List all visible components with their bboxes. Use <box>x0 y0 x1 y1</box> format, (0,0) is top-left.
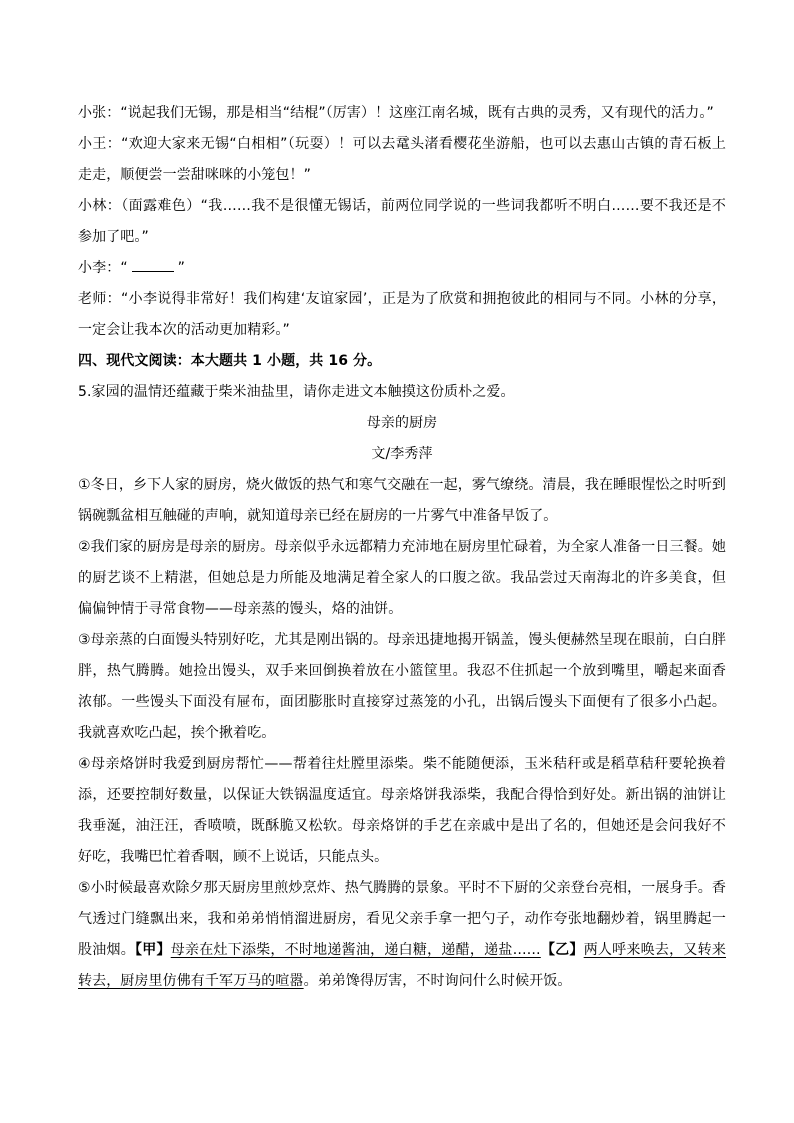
underlined-sentence-a: 母亲在灶下添柴，不时地递酱油，递白糖，递醋，递盐…… <box>170 942 541 958</box>
dialogue-text: “说起我们无锡，那是相当“结棍”（厉害）！这座江南名城，既有古典的灵秀，又有现代的活力。” <box>120 105 714 121</box>
marker-jia: 【甲】 <box>134 942 171 958</box>
dialogue-lin <box>78 191 726 253</box>
dialogue-text: （面露难色）“我……我不是很懂无锡话，前两位同学说的一些词我都听不明白……要不我还是不参加了吧。” <box>78 198 726 245</box>
dialogue-wang <box>78 129 726 191</box>
article-paragraph: ①冬日，乡下人家的厨房，烧火做饭的热气和寒气交融在一起，雾气缭绕。清晨，我在睡眼惺忪之时听到锅碗瓢盆相互触碰的声响，就知道母亲已经在厨房的一片雾气中准备早饭了。 <box>78 477 726 524</box>
article-paragraph: ②我们家的厨房是母亲的厨房。母亲似乎永远都精力充沛地在厨房里忙碌着，为全家人准备一日三餐。她的厨艺谈不上精湛，但她总是力所能及地满足着全家人的口腹之欲。我品尝过天南海北的许多美食，但偏偏钟情于寻常食物——母亲蒸的馒头，烙的油饼。 <box>78 539 726 617</box>
question-prompt: 5.家园的温情还蕴藏于柴米油盐里，请你走进文本触摸这份质朴之爱。 <box>78 384 515 400</box>
dialogue-teacher <box>78 284 726 346</box>
speaker-label: 小李： <box>78 260 121 276</box>
dialogue-text: “小李说得非常好！我们构建‘友谊家园’，正是为了欣赏和拥抱彼此的相同与不同。小林的分享，一定会让我本次的活动更加精彩。” <box>78 291 726 338</box>
speaker-label: 小王： <box>78 136 122 152</box>
close-quote: ” <box>177 260 186 276</box>
article-title: 母亲的厨房 <box>366 415 438 431</box>
article-paragraph-5 <box>78 873 726 997</box>
dialogue-text: “欢迎大家来无锡“白相相”（玩耍）！可以去鼋头渚看樱花坐游船，也可以去惠山古镇的青石板上走走，顺便尝一尝甜咪咪的小笼包！” <box>78 136 726 183</box>
article-paragraph: ③母亲蒸的白面馒头特别好吃，尤其是刚出锅的。母亲迅捷地揭开锅盖，馒头便赫然呈现在眼前，白白胖胖，热气腾腾。她捡出馒头，双手来回倒换着放在小篮筐里。我忍不住抓起一个放到嘴里，嚼起来面香浓郁。一些馒头下面没有屉布，面团膨胀时直接穿过蒸笼的小孔，出锅后馒头下面便有了很多小凸起。我就喜欢吃凸起，挨个揪着吃。 <box>78 632 726 741</box>
marker-yi: 【乙】 <box>540 942 584 958</box>
answer-blank[interactable] <box>132 257 174 272</box>
article-paragraph: ④母亲烙饼时我爱到厨房帮忙——帮着往灶膛里添柴。柴不能随便添，玉米秸秆或是稻草秸秆要轮换着添，还要控制好数量，以保证大铁锅温度适宜。母亲烙饼我添柴，我配合得恰到好处。新出锅的油饼让我垂涎，油汪汪，香喷喷，既酥脆又松软。母亲烙饼的手艺在亲戚中是出了名的，但她还是会问我好不好吃，我嘴巴忙着香咽，顾不上说话，只能点头。 <box>78 756 726 865</box>
dialogue-li <box>78 253 726 284</box>
speaker-label: 小林： <box>78 198 122 214</box>
article-author: 文/李秀萍 <box>371 446 433 462</box>
paragraph-text: ⑤小时候最喜欢除夕那天厨房里煎炒烹炸、热气腾腾的景象。平时不下厨的父亲登台亮相，一展身手。香气透过门缝飘出来，我和弟弟悄悄溜进厨房，看见父亲手拿一把勺子，动作夸张地翻炒着，锅里腾起一股油烟。 <box>78 880 726 958</box>
paragraph-text: 。弟弟馋得厉害，不时询问什么时候开饭。 <box>303 973 572 989</box>
dialogue-zhang <box>78 98 726 129</box>
speaker-label: 老师： <box>78 291 122 307</box>
open-quote: “ <box>120 260 128 276</box>
section-heading: 四、现代文阅读：本大题共 1 小题，共 16 分。 <box>78 353 382 369</box>
exam-page <box>78 98 726 997</box>
underlined-sentence-b: 两人呼来唤去，又转来转去，厨房里仿佛有千军万马的喧嚣 <box>78 942 726 989</box>
speaker-label: 小张： <box>78 105 121 121</box>
